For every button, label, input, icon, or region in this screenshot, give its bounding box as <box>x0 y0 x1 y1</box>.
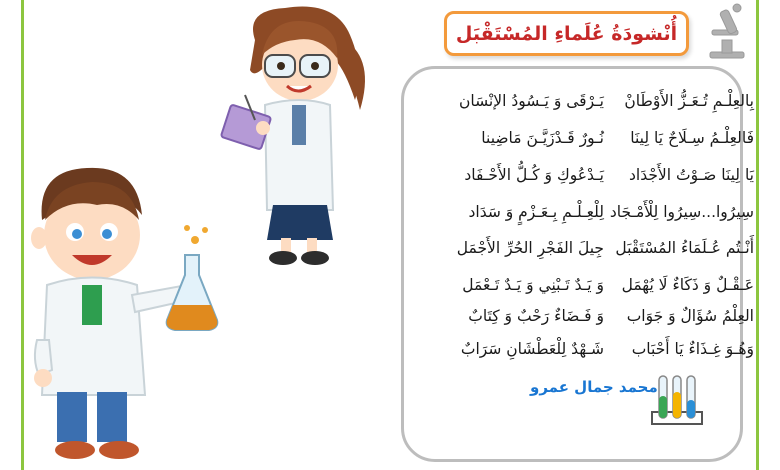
title-box <box>444 11 689 56</box>
poem-line-1-right: بِالعِلْـمِ تُـعَـزُّ الأَوْطَانْ <box>624 92 754 110</box>
poem-line-6-right: عَـقْـلٌ وَ ذَكَاءٌ لَا يُهْمَل <box>621 276 754 294</box>
poem-line-5-right: أَنْـتُم عُـلَمَاءُ المُسْتَقْبَل <box>615 239 754 257</box>
poem-author: محمد جمال عمرو <box>530 378 658 396</box>
poem-title: أُنْشودَةُ عُلَماءِ المُسْتَقْبَل <box>455 22 678 45</box>
poem-line-1-left: يَـرْقَى وَ يَـسُودُ الإنْسَان <box>459 92 604 110</box>
left-frame-line <box>21 0 24 470</box>
microscope-icon <box>704 2 750 62</box>
poem-line-3-left: يَـدْعُوكِ وَ كُـلُّ الأَحْـفَاد <box>464 166 604 184</box>
poem-line-3-right: يَا لِينَا صَـوْتُ الأَجْدَاد <box>629 166 754 184</box>
poem-line-6-left: وَ يَـدٌ تَـبْنِي وَ يَـدٌ تَـعْمَل <box>462 276 604 294</box>
poem-line-5-left: جِيلَ الفَجْرِ الحُرِّ الأَجْمَل <box>456 239 604 257</box>
poem-line-7-right: العِلْمُ سُؤَالٌ وَ جَوَاب <box>626 307 754 325</box>
poem-line-4-right: سِيرُوا...سِيرُوا لِلْأَمْـجَاد <box>609 203 754 221</box>
poem-line-8-right: وَهُـوَ غِـذَاءٌ يَا أَحْبَاب <box>631 340 754 358</box>
poem-line-4-left: لِلْعِـلْـمِ بِـعَـزْمٍ وَ سَدَاد <box>468 203 604 221</box>
poem-line-7-left: وَ فَـضَاءٌ رَحْبٌ وَ كِتَابٌ <box>468 307 604 325</box>
poem-line-2-left: نُـورٌ قَـدْزَيَّـنَ مَاضِينا <box>481 129 604 147</box>
test-tubes-icon <box>650 372 704 428</box>
right-frame-line <box>756 0 759 470</box>
boy-scientist-illustration <box>27 160 227 470</box>
poem-line-2-right: فَالعِلْـمُ سِـلَاحٌ يَا لِينَا <box>630 129 754 147</box>
girl-scientist-illustration <box>215 0 375 270</box>
poem-line-8-left: شَـهْدٌ لِلْعَطْشَانِ سَرَابٌ <box>460 340 604 358</box>
